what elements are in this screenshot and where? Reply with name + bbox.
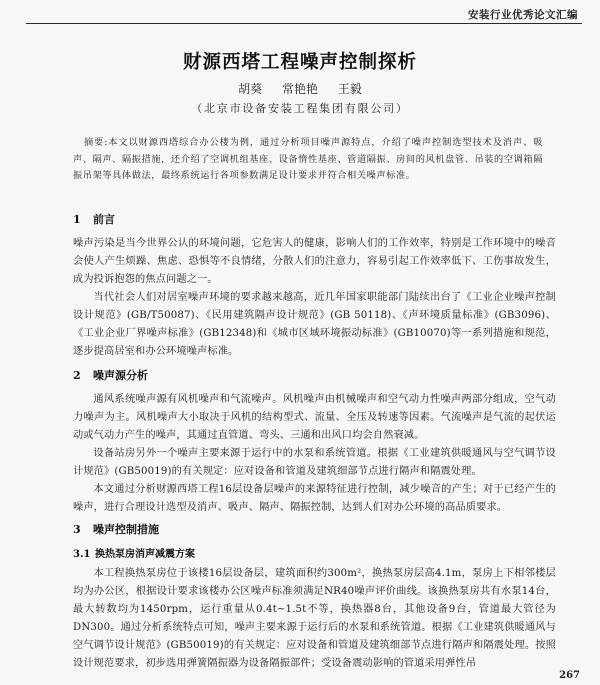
abstract: 摘要:本文以财源西塔综合办公楼为例，通过分析项目噪声源特点，介绍了噪声控制选型技术及消声、吸声、隔声、隔振措施，还介绍了空调机组基座、设备惰性基座、管道隔振、房间的风机盘管、吊装的空调箱隔振吊架等具体做法，最终系统运行各项参数满足设计要求并符合相关噪声标准。: [73, 137, 543, 181]
subsection-title: 换热泵房消声减震方案: [95, 549, 195, 560]
section-number: 3: [73, 523, 81, 536]
paragraph: 噪声污染是当今世界公认的环境问题，它危害人的健康，影响人们的工作效率，特别是工作环境中的噪音会使人产生烦躁、焦虑、恐惧等不良情绪，分散人们的注意力，容易引起工作效率低下、工伤事故发生，成为投诉抱怨的焦点问题之一。: [73, 238, 556, 285]
subsection-heading: [73, 545, 195, 560]
paragraph: 本文通过分析财源西塔工程16层设备层噪声的来源特征进行控制，减少噪音的产生；对于已经产生的噪声，进行合理设计选型及消声、吸声、隔声、隔振控制，达到人们对办公环境的高品质要求。: [73, 484, 556, 513]
section-heading: [73, 211, 115, 227]
header-rule: [26, 23, 582, 24]
section-title: 噪声源分析: [93, 369, 148, 382]
affiliation: （北京市设备安装工程集团有限公司）: [191, 102, 409, 115]
page-number: 267: [559, 670, 580, 681]
paragraph: 通风系统噪声源有风机噪声和气流噪声。风机噪声由机械噪声和空气动力性噪声两部分组成，空气动力噪声为主。风机噪声大小取决于风机的结构型式、流量、全压及转速等因素。气流噪声是气流的起伏运动或气动力产生的噪声，其通过直管道、弯头、三通和出风口均会自然衰减。: [73, 394, 556, 441]
paragraph: 本工程换热泵房位于该楼16层设备层，建筑面积约300m²，换热泵房层高4.1m，泵房上下相邻楼层均为办公区，根据设计要求该楼办公区噪声标准须满足NR40噪声评价曲线。该换热泵房共有水泵14台，最大转数均为1450rpm，运行重量从0.4t~1.5t不等，换热器8台，其他设备9台，管道最大管径为DN300。通过分析系统特点可知，噪声主要来源于运行后的水泵和系统管道。根据《工业建筑供暖通风与空气调节设计规范》(GB50019)的有关规定：应对设备和管道及建筑细部节点进行隔声和隔震处理。按照设计规范要求，初步选用弹簧隔振器为设备隔振部件；受设备震动影响的管道采用弹性吊: [73, 568, 556, 669]
section-heading: [73, 367, 148, 383]
section-number: 2: [73, 369, 81, 382]
section-title: 前言: [93, 213, 115, 226]
authors: 胡葵 常艳艳 王毅: [238, 82, 362, 96]
section-heading: [73, 521, 159, 537]
paper-title: 财源西塔工程噪声控制探析: [182, 52, 417, 73]
section-number: 1: [73, 213, 81, 226]
section-title: 噪声控制措施: [93, 523, 159, 536]
running-header: 安装行业优秀论文汇编: [468, 9, 578, 21]
paragraph: 设备站房另外一个噪声主要来源于运行中的水泵和系统管道。根据《工业建筑供暖通风与空气调节设计规范》(GB50019)的有关规定：应对设备和管道及建筑细部节点进行隔声和隔震处理。: [73, 448, 556, 477]
paragraph: 当代社会人们对居室噪声环境的要求越来越高，近几年国家职能部门陆续出台了《工业企业噪声控制设计规范》(GB/T50087)、《民用建筑隔声设计规范》(GB 50118)、《声环境质量标准》(GB3096)、《工业企业厂界噪声标准》(GB12348)和《城市区域环境振动标准》(GB10070)等一系列措施和规范，逐步提高居室和办公环境噪声标准。: [73, 292, 556, 357]
subsection-number: 3.1: [73, 549, 91, 560]
